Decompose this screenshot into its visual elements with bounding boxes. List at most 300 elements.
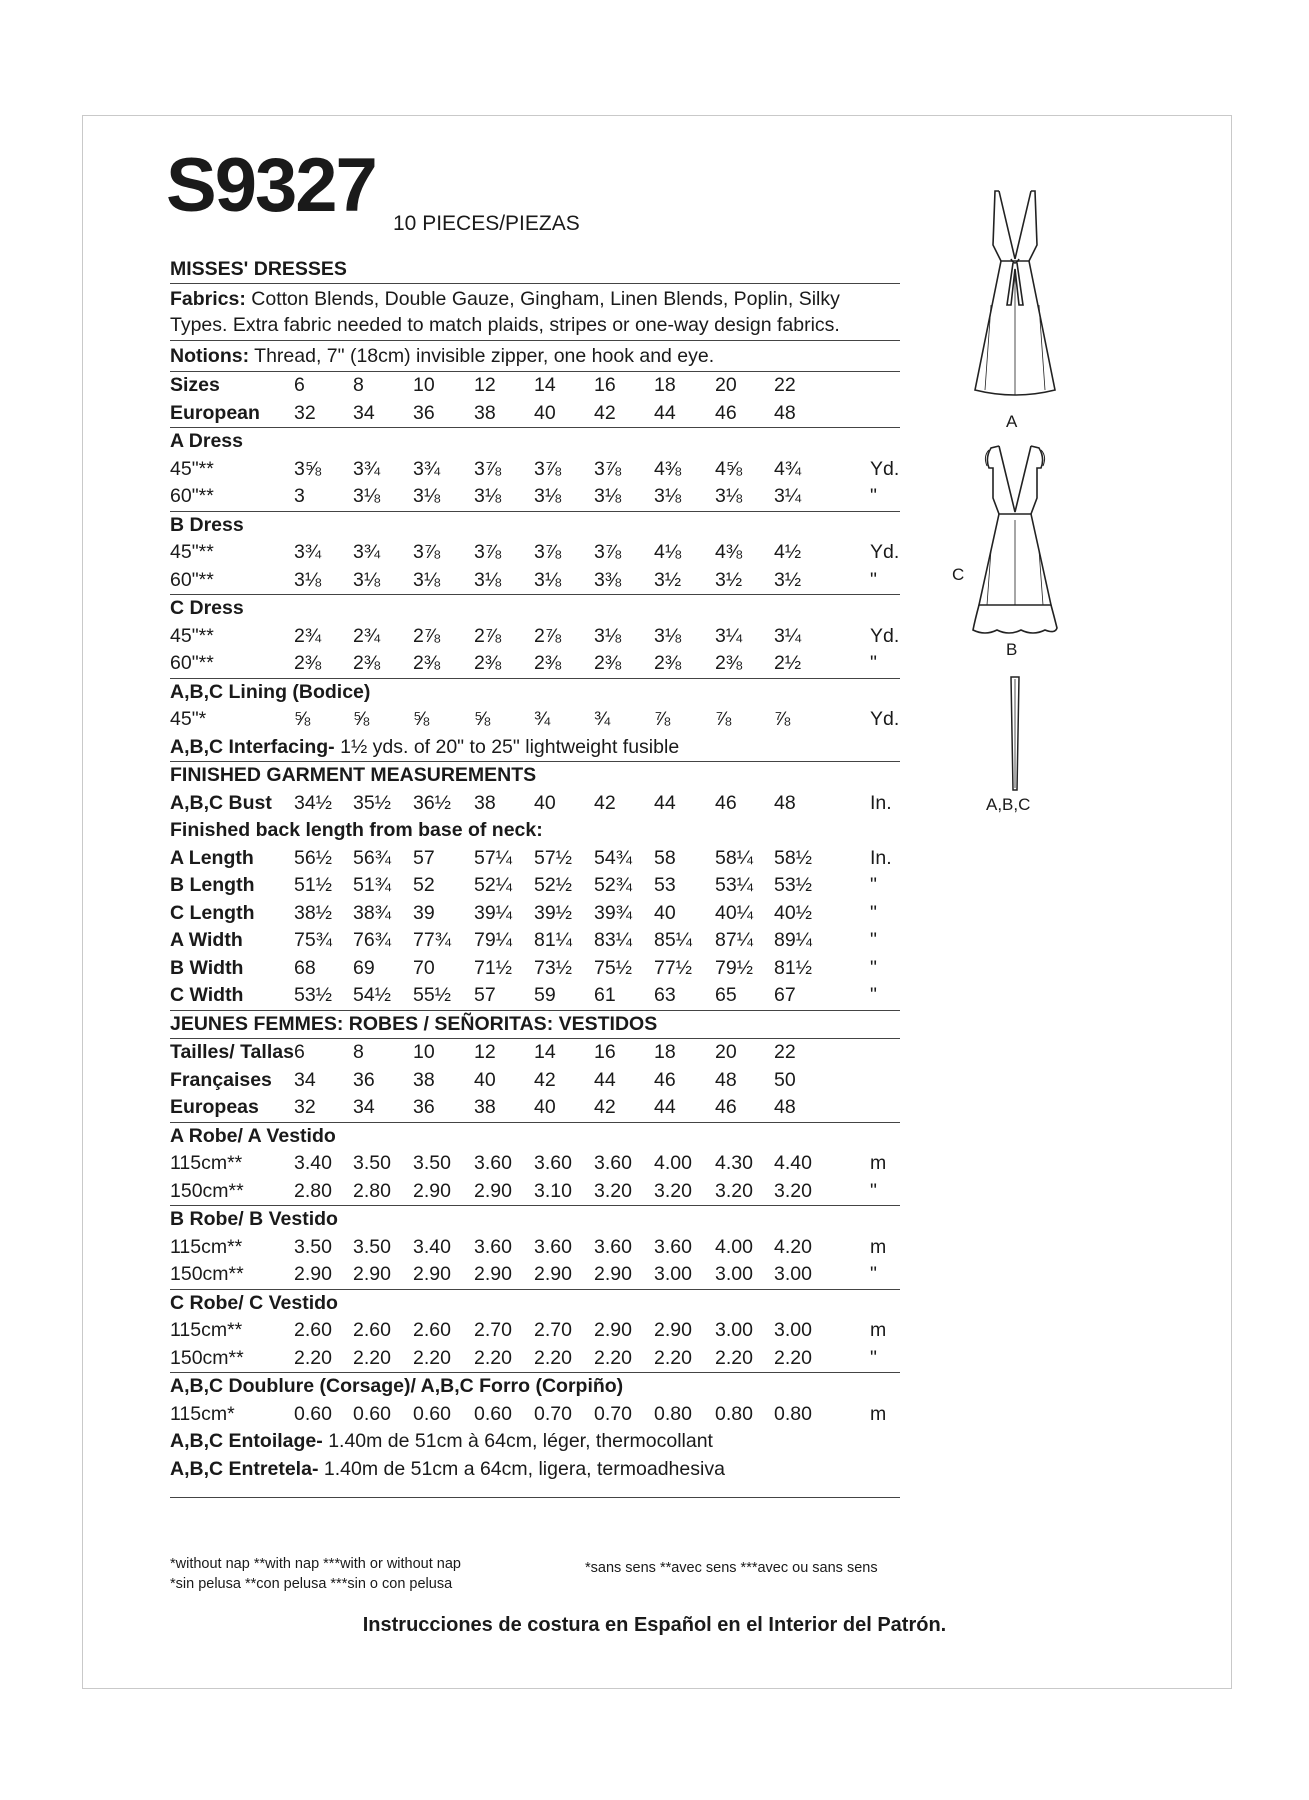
cell-value: 54½: [353, 984, 391, 1006]
cell-value: 63: [654, 984, 676, 1006]
cell-value: 8: [353, 374, 364, 396]
cell-value: 48: [774, 401, 796, 424]
cell-value: 4¾: [774, 457, 802, 480]
cell-value: 58: [654, 846, 676, 869]
cell-value: 42: [594, 791, 616, 814]
cell-value: 53½: [774, 874, 812, 896]
cell-value: 3.60: [534, 1152, 572, 1174]
cell-value: 3½: [654, 568, 682, 591]
cell-value: 53¼: [715, 874, 753, 896]
cell-value: 0.80: [774, 1402, 812, 1425]
unit-label: ": [870, 929, 877, 951]
cell-value: ⅞: [715, 708, 732, 730]
cell-value: 2⅞: [534, 624, 562, 647]
cell-value: 4.00: [715, 1235, 753, 1258]
cell-value: ⅝: [413, 708, 430, 730]
cell-value: 48: [774, 791, 796, 814]
cell-value: 3.20: [654, 1179, 692, 1202]
cell-value: 34½: [294, 791, 332, 814]
cell-value: 3⅞: [534, 541, 562, 563]
unit-label: ": [870, 568, 877, 591]
figure-label-c: C: [952, 565, 965, 584]
cell-value: 38: [474, 791, 496, 814]
cell-value: 58½: [774, 846, 812, 869]
cell-value: 2.20: [774, 1346, 812, 1369]
cell-value: 2.90: [413, 1179, 451, 1202]
row-label: 150cm**: [170, 1179, 244, 1202]
cell-value: 2.90: [353, 1263, 391, 1285]
sizes-row: [170, 372, 900, 400]
cell-value: ⅝: [353, 708, 370, 730]
cell-value: 2.60: [413, 1319, 451, 1341]
cell-value: 2.20: [715, 1346, 753, 1369]
bust-row: [170, 790, 900, 818]
cell-value: 52¾: [594, 874, 632, 896]
footnote-french: *sans sens **avec sens ***avec ou sans sens: [585, 1560, 878, 1576]
cell-value: 42: [594, 1096, 616, 1118]
cell-value: 3⅛: [534, 568, 562, 591]
dress-bc-illustration: [955, 440, 1075, 640]
row-label: C Width: [170, 984, 244, 1006]
cell-value: 3⅞: [594, 457, 622, 480]
back-length-heading: Finished back length from base of neck:: [170, 819, 543, 841]
cell-value: 40: [654, 901, 676, 924]
cell-value: 4.20: [774, 1235, 812, 1258]
cell-value: 52¼: [474, 874, 512, 896]
cell-value: 77¾: [413, 929, 451, 951]
cell-value: 18: [654, 374, 676, 396]
cell-value: 39¼: [474, 901, 512, 924]
cell-value: 2.90: [413, 1263, 451, 1285]
cell-value: 75½: [594, 956, 632, 979]
metric-yardage-row: [170, 1401, 900, 1429]
cell-value: 51½: [294, 874, 332, 896]
entoilage-label: A,B,C Entoilage-: [170, 1430, 323, 1452]
unit-label: m: [870, 1235, 887, 1258]
unit-label: ": [870, 652, 877, 674]
cell-value: 3⅛: [353, 568, 381, 591]
metric-yardage-row: [170, 1345, 900, 1374]
footnote-english: *without nap **with nap ***with or without nap: [170, 1556, 461, 1572]
cell-value: 36: [413, 401, 435, 424]
unit-label: ": [870, 901, 877, 924]
metric-yardage-row: [170, 1317, 900, 1345]
figure-label-abc: A,B,C: [986, 795, 1031, 814]
cell-value: 2.80: [294, 1179, 332, 1202]
metric-yardage-row: [170, 1261, 900, 1290]
cell-value: 3⅝: [294, 457, 322, 480]
cell-value: 4⅜: [715, 541, 743, 563]
cell-value: 38½: [294, 901, 332, 924]
cell-value: 2½: [774, 652, 802, 674]
cell-value: 22: [774, 1041, 796, 1063]
cell-value: 44: [654, 401, 676, 424]
cell-value: 2.60: [353, 1319, 391, 1341]
footnote-spanish: *sin pelusa **con pelusa ***sin o con pelusa: [170, 1576, 453, 1592]
cell-value: 12: [474, 374, 496, 396]
cell-value: 4.30: [715, 1152, 753, 1174]
cell-value: 16: [594, 1041, 616, 1063]
cell-value: 77½: [654, 956, 692, 979]
finished-measurements-title: FINISHED GARMENT MEASUREMENTS: [170, 764, 537, 786]
row-label: C Length: [170, 901, 255, 924]
cell-value: 2.70: [534, 1319, 572, 1341]
cell-value: 81½: [774, 956, 812, 979]
row-label: Françaises: [170, 1068, 272, 1091]
cell-value: 52: [413, 874, 435, 896]
notions-text: Thread, 7" (18cm) invisible zipper, one hook and eye.: [254, 345, 715, 367]
cell-value: 57: [413, 846, 435, 869]
cell-value: 2.20: [294, 1346, 332, 1369]
cell-value: 3.00: [774, 1263, 812, 1285]
cell-value: 22: [774, 374, 796, 396]
fabrics-label: Fabrics:: [170, 288, 246, 310]
row-label: B Width: [170, 956, 244, 979]
cell-value: 3.40: [294, 1152, 332, 1174]
cell-value: 2.20: [474, 1346, 512, 1369]
cell-value: 0.80: [654, 1402, 692, 1425]
cell-value: 16: [594, 374, 616, 396]
cell-value: 3.50: [353, 1152, 391, 1174]
unit-label: Yd.: [870, 457, 900, 480]
cell-value: 6: [294, 1041, 305, 1063]
interfacing-row: [170, 734, 900, 763]
cell-value: 3.60: [474, 1152, 512, 1174]
unit-label: ": [870, 1263, 877, 1285]
cell-value: 38: [474, 1096, 496, 1118]
cell-value: 32: [294, 401, 316, 424]
cell-value: 2.90: [534, 1263, 572, 1285]
cell-value: 3⅛: [413, 485, 441, 507]
cell-value: 40½: [774, 901, 812, 924]
cell-value: 3⅛: [413, 568, 441, 591]
back-envelope-sheet: [170, 255, 900, 1498]
cell-value: 75¾: [294, 929, 332, 951]
cell-value: 3⅞: [474, 541, 502, 563]
cell-value: 0.60: [353, 1402, 391, 1425]
cell-value: 3.00: [654, 1263, 692, 1285]
cell-value: 3¼: [774, 624, 802, 647]
cell-value: 42: [594, 401, 616, 424]
row-label: A,B,C Bust: [170, 791, 272, 814]
cell-value: 79½: [715, 956, 753, 979]
cell-value: 52½: [534, 874, 572, 896]
cell-value: 3.20: [594, 1179, 632, 1202]
cell-value: 34: [294, 1068, 316, 1091]
cell-value: 2⅞: [413, 624, 441, 647]
cell-value: 10: [413, 374, 435, 396]
measurement-row: [170, 900, 900, 928]
cell-value: 3.20: [715, 1179, 753, 1202]
cell-value: 36: [413, 1096, 435, 1118]
cell-value: 42: [534, 1068, 556, 1091]
cell-value: 38¾: [353, 901, 391, 924]
row-label: European: [170, 401, 260, 424]
cell-value: 3⅛: [353, 485, 381, 507]
unit-label: ": [870, 874, 877, 896]
cell-value: ¾: [594, 708, 611, 730]
cell-value: 2⅜: [294, 652, 322, 674]
cell-value: 2⅜: [474, 652, 502, 674]
metric-table-title: JEUNES FEMMES: ROBES / SEÑORITAS: VESTIDOS: [170, 1011, 900, 1040]
cell-value: 40: [534, 1096, 556, 1118]
cell-value: 20: [715, 374, 737, 396]
row-label: 45"**: [170, 624, 214, 647]
interfacing-text: 1½ yds. of 20" to 25" lightweight fusible: [340, 735, 680, 758]
cell-value: 4⅜: [654, 457, 682, 480]
francaises-row: [170, 1067, 900, 1095]
cell-value: 3¾: [294, 541, 322, 563]
row-label: Europeas: [170, 1096, 259, 1118]
cell-value: 3¼: [774, 485, 802, 507]
cell-value: 3⅛: [654, 485, 682, 507]
notions-section: [170, 341, 900, 372]
row-label: 115cm*: [170, 1402, 235, 1425]
cell-value: 4.00: [654, 1152, 692, 1174]
figure-label-b: B: [1006, 640, 1018, 659]
row-label: B Length: [170, 874, 255, 896]
row-label: 60"**: [170, 485, 214, 507]
cell-value: 40¼: [715, 901, 753, 924]
cell-value: 3.60: [594, 1235, 632, 1258]
unit-label: Yd.: [870, 541, 900, 563]
cell-value: 3⅛: [474, 568, 502, 591]
measurement-row: [170, 845, 900, 873]
cell-value: 53½: [294, 984, 332, 1006]
cell-value: ⅝: [294, 708, 311, 730]
cell-value: 61: [594, 984, 616, 1006]
cell-value: 40: [474, 1068, 496, 1091]
cell-value: 48: [774, 1096, 796, 1118]
cell-value: 46: [654, 1068, 676, 1091]
cell-value: ⅞: [654, 708, 671, 730]
english-yardage-table: [170, 372, 900, 762]
cell-value: 44: [654, 791, 676, 814]
cell-value: 58¼: [715, 846, 753, 869]
cell-value: 36: [353, 1068, 375, 1091]
cell-value: 36½: [413, 791, 451, 814]
cell-value: 2.20: [594, 1346, 632, 1369]
cell-value: 55½: [413, 984, 451, 1006]
unit-label: m: [870, 1319, 887, 1341]
row-label: 115cm**: [170, 1319, 243, 1341]
cell-value: 2.20: [534, 1346, 572, 1369]
view-group-heading: A,B,C Lining (Bodice): [170, 680, 371, 703]
cell-value: 40: [534, 791, 556, 814]
cell-value: 0.80: [715, 1402, 753, 1425]
cell-value: 2.90: [594, 1263, 632, 1285]
cell-value: 69: [353, 956, 375, 979]
cell-value: 2.90: [594, 1319, 632, 1341]
cell-value: 0.60: [474, 1402, 512, 1425]
cell-value: 2¾: [294, 624, 322, 647]
view-group-heading: A Robe/ A Vestido: [170, 1124, 336, 1147]
cell-value: 87¼: [715, 929, 753, 951]
cell-value: 14: [534, 1041, 556, 1063]
cell-value: 2⅜: [413, 652, 441, 674]
fabrics-text: Cotton Blends, Double Gauze, Gingham, Linen Blends, Poplin, Silky Types. Extra fabric needed to match plaids, stripes or one-way design fabrics.: [170, 288, 840, 336]
entoilage-row: [170, 1428, 900, 1456]
row-label: 115cm**: [170, 1152, 243, 1174]
cell-value: 3⅛: [474, 485, 502, 507]
cell-value: 4⅛: [654, 541, 682, 563]
unit-label: ": [870, 1179, 877, 1202]
cell-value: 89¼: [774, 929, 812, 951]
yardage-row: [170, 456, 900, 484]
cell-value: 56½: [294, 846, 332, 869]
yardage-row: [170, 539, 900, 567]
cell-value: 38: [474, 401, 496, 424]
cell-value: 14: [534, 374, 556, 396]
cell-value: 57½: [534, 846, 572, 869]
cell-value: 2⅜: [594, 652, 622, 674]
cell-value: 67: [774, 984, 796, 1006]
cell-value: 0.70: [534, 1402, 572, 1425]
figure-label-a: A: [1006, 412, 1018, 431]
cell-value: 12: [474, 1041, 496, 1063]
yardage-row: [170, 650, 900, 679]
cell-value: 70: [413, 956, 435, 979]
cell-value: 46: [715, 791, 737, 814]
table-end-rule: [170, 1483, 900, 1498]
cell-value: 3.60: [594, 1152, 632, 1174]
cell-value: 2.80: [353, 1179, 391, 1202]
notions-label: Notions:: [170, 345, 250, 367]
cell-value: 3⅛: [294, 568, 322, 591]
cell-value: 3⅛: [715, 485, 743, 507]
cell-value: 48: [715, 1068, 737, 1091]
row-label: 115cm**: [170, 1235, 243, 1258]
pattern-number: S9327: [166, 143, 376, 228]
cell-value: 2.90: [294, 1263, 332, 1285]
cell-value: 2.70: [474, 1319, 512, 1341]
cell-value: 2.60: [294, 1319, 332, 1341]
cell-value: 3¾: [353, 541, 381, 563]
unit-label: m: [870, 1152, 887, 1174]
cell-value: 46: [715, 1096, 737, 1118]
garment-title: MISSES' DRESSES: [170, 255, 900, 284]
cell-value: 3.20: [774, 1179, 812, 1202]
cell-value: 32: [294, 1096, 316, 1118]
cell-value: 44: [594, 1068, 616, 1091]
cell-value: 3⅜: [594, 568, 622, 591]
unit-label: ": [870, 1346, 877, 1369]
cell-value: 3½: [715, 568, 743, 591]
cell-value: 3⅛: [594, 485, 622, 507]
entoilage-text: 1.40m de 51cm à 64cm, léger, thermocollant: [328, 1430, 713, 1452]
cell-value: 2⅜: [534, 652, 562, 674]
cell-value: 50: [774, 1068, 796, 1091]
measurement-row: [170, 955, 900, 983]
unit-label: ": [870, 485, 877, 507]
cell-value: 2.20: [654, 1346, 692, 1369]
cell-value: 68: [294, 956, 316, 979]
cell-value: 2.20: [353, 1346, 391, 1369]
cell-value: 2.90: [474, 1179, 512, 1202]
cell-value: 34: [353, 401, 375, 424]
entretela-row: [170, 1456, 900, 1484]
cell-value: 3¾: [353, 457, 381, 480]
measurement-row: [170, 927, 900, 955]
cell-value: 35½: [353, 791, 391, 814]
cell-value: 54¾: [594, 846, 632, 869]
entretela-text: 1.40m de 51cm a 64cm, ligera, termoadhesiva: [323, 1457, 725, 1480]
view-group-heading: B Dress: [170, 513, 244, 536]
cell-value: 4.40: [774, 1152, 812, 1174]
row-label: 60"**: [170, 568, 214, 591]
metric-yardage-row: [170, 1150, 900, 1178]
unit-label: m: [870, 1402, 887, 1425]
cell-value: 81¼: [534, 929, 572, 951]
unit-label: Yd.: [870, 708, 900, 730]
cell-value: ⅝: [474, 708, 491, 730]
cell-value: 3.00: [715, 1319, 753, 1341]
cell-value: 57¼: [474, 846, 512, 869]
cell-value: 3⅞: [534, 457, 562, 480]
cell-value: 3½: [774, 568, 802, 591]
cell-value: 2.90: [474, 1263, 512, 1285]
cell-value: 2⅜: [715, 652, 743, 674]
cell-value: 0.60: [294, 1402, 332, 1425]
unit-label: ": [870, 956, 877, 979]
piece-count: 10 PIECES/PIEZAS: [393, 212, 580, 235]
unit-label: In.: [870, 846, 892, 869]
unit-label: Yd.: [870, 624, 900, 647]
cell-value: 3.00: [774, 1319, 812, 1341]
row-label: 150cm**: [170, 1346, 244, 1369]
cell-value: 3.40: [413, 1235, 451, 1258]
row-label: A Width: [170, 929, 243, 951]
measurement-row: [170, 872, 900, 900]
cell-value: 2¾: [353, 624, 381, 647]
cell-value: 3.00: [715, 1263, 753, 1285]
row-label: 45"**: [170, 541, 214, 563]
cell-value: 40: [534, 401, 556, 424]
cell-value: 85¼: [654, 929, 692, 951]
finished-measurements-table: [170, 762, 900, 1011]
cell-value: 3.60: [474, 1235, 512, 1258]
european-sizes-row: [170, 400, 900, 429]
row-label: 60"**: [170, 652, 214, 674]
yardage-row: [170, 706, 900, 734]
row-label: Tailles/ Tallas: [170, 1041, 294, 1063]
cell-value: 38: [413, 1068, 435, 1091]
cell-value: 3⅛: [654, 624, 682, 647]
cell-value: 10: [413, 1041, 435, 1063]
cell-value: 73½: [534, 956, 572, 979]
cell-value: 4⅝: [715, 457, 743, 480]
dress-a-illustration: [955, 185, 1075, 405]
unit-label: ": [870, 984, 877, 1006]
cell-value: 6: [294, 374, 305, 396]
cell-value: ¾: [534, 708, 551, 730]
tie-piece-illustration: [1000, 675, 1030, 795]
spanish-instructions-note: Instrucciones de costura en Español en el Interior del Patrón.: [362, 1614, 947, 1636]
cell-value: 3⅛: [594, 624, 622, 647]
metric-yardage-row: [170, 1234, 900, 1262]
cell-value: 39¾: [594, 901, 632, 924]
cell-value: 39½: [534, 901, 572, 924]
row-label: 150cm**: [170, 1263, 244, 1285]
cell-value: 4½: [774, 541, 802, 563]
cell-value: 3: [294, 485, 305, 507]
fabrics-section: [170, 284, 900, 341]
cell-value: 2.90: [654, 1319, 692, 1341]
row-label: 45"*: [170, 708, 207, 730]
entretela-label: A,B,C Entretela-: [170, 1457, 319, 1480]
cell-value: 18: [654, 1041, 676, 1063]
view-group-heading: C Robe/ C Vestido: [170, 1291, 338, 1314]
